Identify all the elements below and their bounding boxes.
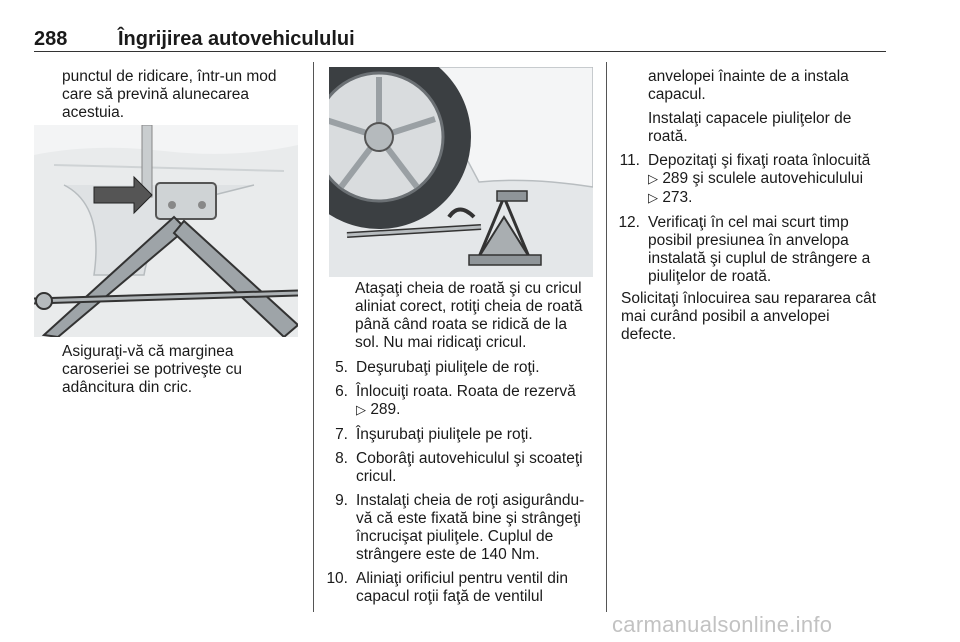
procedure-steps-11-12 xyxy=(618,152,885,286)
page-number: 288 xyxy=(34,28,68,50)
step-number: 6. xyxy=(335,383,348,400)
watermark-text: carmanualsonline.info xyxy=(612,612,833,637)
step-text: Verificaţi în cel mai scurt timp posibil presiunea în anvelopa instalată şi cuplul de strângere a piuliţelor de roată. xyxy=(648,214,871,285)
page-reference-link[interactable]: 273. xyxy=(662,189,693,206)
step-10-instruction: Instalaţi capacele piuliţelor de roată. xyxy=(648,110,852,145)
column-divider-1 xyxy=(313,62,314,612)
step-12 xyxy=(618,214,885,286)
figure-1-caption: Asiguraţi-vă că marginea caroseriei se potriveşte cu adâncitura din cric. xyxy=(62,343,243,396)
step-text: Instalaţi cheia de roţi asigurându-vă că este fixată bine şi strângeţi încrucişat piuliţele. Cuplul de strângere este de 140 Nm. xyxy=(356,492,585,563)
step-number: 11. xyxy=(619,152,640,169)
chapter-title: Îngrijirea autovehiculului xyxy=(118,28,355,50)
step-10 xyxy=(326,570,597,606)
step-text: Deşurubaţi piuliţele de roţi. xyxy=(356,359,540,376)
wheel-jack-illustration xyxy=(329,67,593,277)
step-number: 7. xyxy=(335,426,348,443)
page-reference-icon[interactable]: ▷ xyxy=(648,172,658,187)
step-number: 5. xyxy=(335,359,348,376)
step-text: Înlocuiţi roata. Roata de rezervă xyxy=(356,383,576,400)
header-rule xyxy=(34,51,886,52)
page-reference-link[interactable]: 289 xyxy=(662,170,689,187)
step-9 xyxy=(329,492,597,564)
closing-note: Solicitaţi înlocuirea sau repararea cât mai curând posibil a anvelopei defecte. xyxy=(621,290,877,343)
step-text: Coborâţi autovehiculul şi scoateţi cricul. xyxy=(356,450,583,485)
step-8 xyxy=(329,450,597,486)
step-number: 12. xyxy=(618,214,640,231)
step-text: Aliniaţi orificiul pentru ventil din capacul roţii faţă de ventilul xyxy=(356,570,568,605)
step-text-continued: şi sculele autovehiculului xyxy=(692,170,864,187)
column-1-caption xyxy=(62,343,300,397)
figure-2-caption: Ataşaţi cheia de roată şi cu cricul aliniat corect, rotiţi cheia de roată până când roata se ridică de la sol. Nu mai ridicaţi cricul. xyxy=(355,280,583,351)
procedure-steps-5-10 xyxy=(326,359,597,606)
wheel-jack-drawing xyxy=(329,67,593,277)
column-divider-2 xyxy=(606,62,607,612)
step-number: 10. xyxy=(326,570,348,587)
step-10-continuation: anvelopei înainte de a instala capacul. xyxy=(648,68,849,103)
step-5 xyxy=(329,359,597,377)
column-2-caption xyxy=(355,280,593,352)
page-reference-icon[interactable]: ▷ xyxy=(356,403,366,418)
step-text: Înşurubaţi piuliţele pe roţi. xyxy=(356,426,533,443)
column-1-intro xyxy=(62,68,300,122)
step-text: Depozitaţi şi fixaţi roata înlocuită xyxy=(648,152,871,169)
column-2-steps xyxy=(326,359,597,612)
step-7 xyxy=(329,426,597,444)
step-11 xyxy=(621,152,885,208)
step-number: 9. xyxy=(335,492,348,509)
column-3 xyxy=(618,68,885,344)
intro-text: punctul de ridicare, într-un mod care să prevină alunecarea acestuia. xyxy=(62,68,277,121)
page-reference-link[interactable]: 289. xyxy=(370,401,401,418)
jack-closeup-drawing xyxy=(34,125,298,337)
step-number: 8. xyxy=(335,450,348,467)
jack-closeup-illustration xyxy=(34,125,298,337)
step-6 xyxy=(329,383,597,420)
page-reference-icon[interactable]: ▷ xyxy=(648,191,658,206)
